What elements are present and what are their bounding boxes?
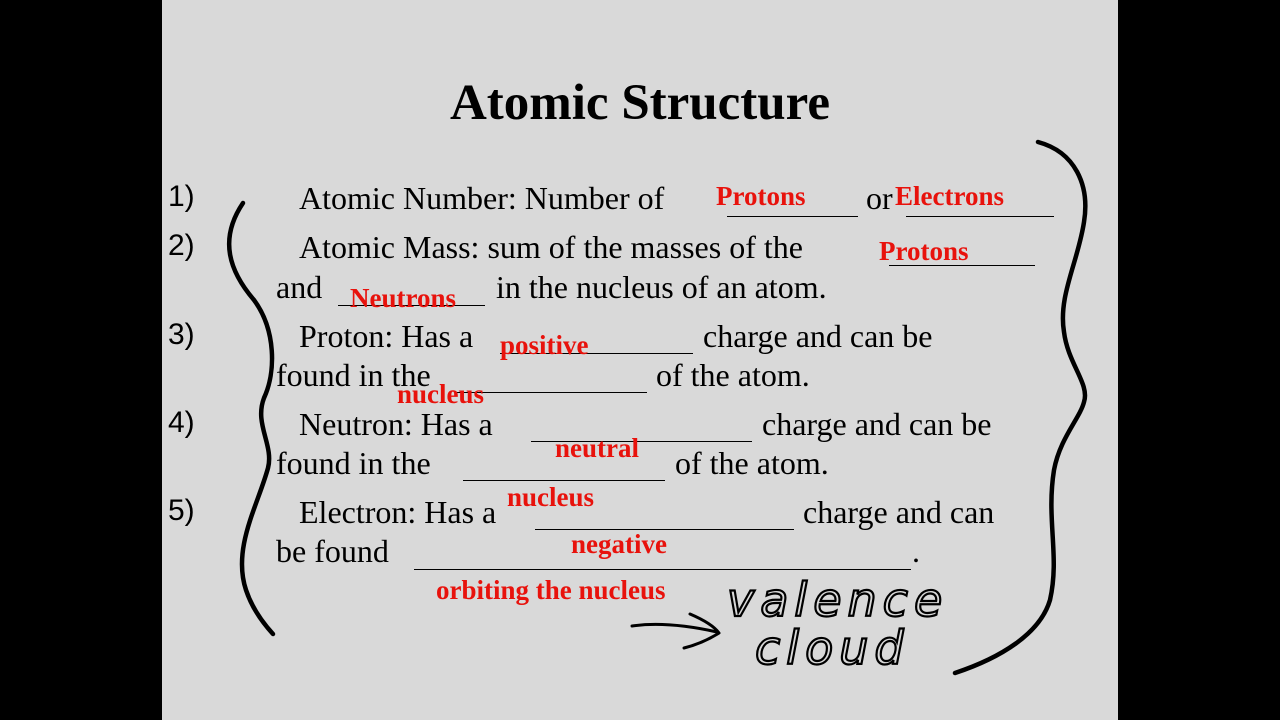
item-2-text-line2a: and (276, 269, 323, 305)
item-2-text-line2b: in the nucleus of an atom. (496, 269, 827, 305)
answer-nucleus-2: nucleus (507, 482, 595, 512)
page-title: Atomic Structure (449, 75, 831, 131)
handwriting-valence: valence (727, 573, 949, 627)
answer-nucleus-1: nucleus (397, 379, 485, 409)
item-4-text-line1b: charge and can be (762, 406, 992, 442)
item-1-text-b: or (866, 180, 893, 216)
item-2-text-line1: Atomic Mass: sum of the masses of the (299, 229, 803, 265)
handwriting-cloud: cloud (755, 621, 910, 675)
item-5-text-line1b: charge and can (803, 494, 995, 530)
item-3-text-line2a: found in the (276, 357, 431, 393)
item-3-text-line2b: of the atom. (656, 357, 810, 393)
right-brace-ink (955, 142, 1085, 673)
item-number-3: 3) (168, 318, 195, 351)
answer-electrons: Electrons (895, 181, 1004, 211)
answer-orbiting-the-nucleus: orbiting the nucleus (436, 575, 666, 605)
item-5-text-line2b: . (912, 533, 920, 569)
answer-neutrons: Neutrons (350, 283, 457, 313)
item-1-text-a: Atomic Number: Number of (299, 180, 665, 216)
item-5-text-line2a: be found (276, 533, 389, 569)
item-3-text-line1b: charge and can be (703, 318, 933, 354)
item-number-2: 2) (168, 229, 195, 262)
item-3-text-line1a: Proton: Has a (299, 318, 474, 354)
item-number-4: 4) (168, 406, 195, 439)
left-brace-ink (229, 203, 273, 634)
answer-negative: negative (571, 529, 667, 559)
item-4-text-line2a: found in the (276, 445, 431, 481)
item-4-text-line2b: of the atom. (675, 445, 829, 481)
answer-positive: positive (500, 330, 589, 360)
answer-protons-2: Protons (879, 236, 969, 266)
arrow-icon (632, 614, 719, 648)
item-number-5: 5) (168, 494, 195, 527)
answer-protons-1: Protons (716, 181, 806, 211)
item-4-text-line1a: Neutron: Has a (299, 406, 493, 442)
answer-neutral: neutral (555, 433, 639, 463)
item-5-text-line1a: Electron: Has a (299, 494, 497, 530)
item-number-1: 1) (168, 180, 195, 213)
